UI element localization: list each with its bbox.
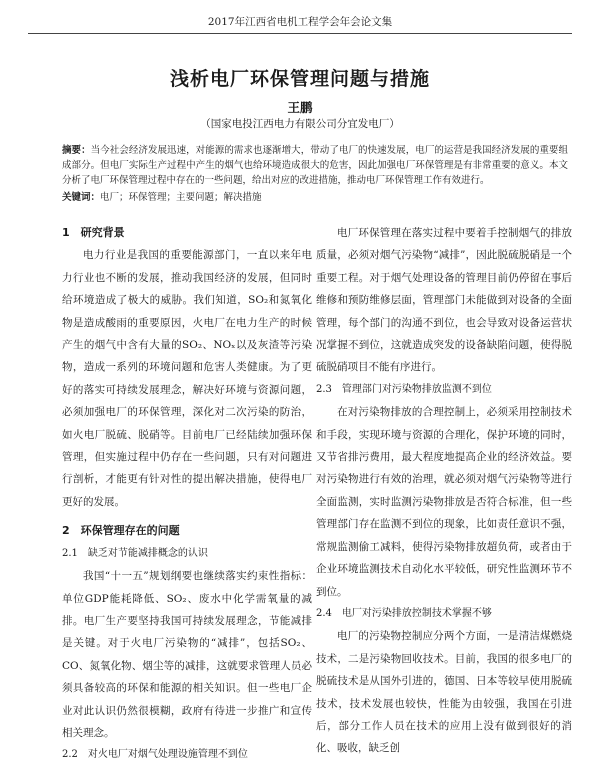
right-column [316, 222, 572, 760]
subsection-heading: 2.2 对火电厂对烟气处理设施管理不到位 [62, 749, 248, 761]
paragraph: 在对污染物排放的合理控制上，必须采用控制技术和手段，实现环境与资源的合理化，保护环境的同时，又节省排污费用，最大程度地提高企业的经济效益。要对污染物进行有效的治理，就必须对烟气污染物等进行全面监测，实时监测污染物排放是否符合标准，但一些管理部门存在监测不到位的现象，比如责任意识不强，常规监测偷工减料，使得污染物排放超负荷，或者由于企业环境监测技术自动化水平较低，研究性监测环节不到位。 [316, 406, 572, 598]
section-heading: 2 环保管理存在的问题 [62, 524, 180, 538]
paragraph: 电厂环保管理在落实过程中要着手控制烟气的排放质量，必须对烟气污染物“减排”，因此脱硫脱硝是一个重要工程。对于烟气处理设备的管理目前仍停留在事后维修和预防维修层面，管理部门未能做到对设备的全面管理，每个部门的沟通不到位，也会导致对设备运营状况掌握不到位，这就造成突发的设备缺陷问题，使得脱硫脱硝项目不能有序进行。 [316, 227, 572, 374]
abstract [62, 143, 568, 188]
section-heading: 1 研究背景 [62, 226, 125, 239]
paper-author: 王鹏 [287, 100, 313, 115]
paper-affiliation: （国家电投江西电力有限公司分宜发电厂） [200, 118, 400, 130]
running-header: 2017年江西省电机工程学会年会论文集 [207, 16, 393, 28]
subsection-heading: 2.1 缺乏对节能减排概念的认识 [62, 547, 208, 559]
keywords-text: 电厂；环保管理；主要问题；解决措施 [100, 192, 262, 203]
subsection-heading: 2.4 电厂对污染排放控制技术掌握不够 [316, 607, 492, 619]
abstract-label: 摘要： [62, 145, 91, 156]
abstract-text: 当今社会经济发展迅速，对能源的需求也逐渐增大，带动了电厂的快速发展，电厂的运营是我国经济发展的重要组成部分。但电厂实际生产过程中产生的烟气也给环境造成很大的危害，因此加强电厂环保管理是有非常重要的意义。本文分析了电厂环保管理过程中存在的一些问题，给出对应的改进措施，推动电厂环保管理工作有效进行。 [62, 145, 568, 186]
keywords-label: 关键词： [62, 192, 101, 203]
paragraph: 电力行业是我国的重要能源部门，一直以来年电力行业也不断的发展，推动我国经济的发展，但同时给环境造成了极大的威胁。我们知道，SO₂和氮氧化物是造成酸雨的重要原因，火电厂在电力生产的时候产生的烟气中含有大量的SO₂、NOₓ以及灰渣等污染物，造成一系列的环境问题和危害人类健康。为了更好的落实可持续发展理念，解决好环境与资源问题，必须加强电厂的环保管理，深化对二次污染的防治，如火电厂脱硫、脱硝等。目前电厂已经陆续加强环保管理，但实施过程中仍存在一些问题，只有对问题进行剖析，才能更有针对性的提出解决措施，使得电厂更好的发展。 [62, 249, 312, 508]
paragraph: 电厂的污染物控制应分两个方面，一是清洁煤燃烧技术，二是污染物回收技术。目前，我国的很多电厂的脱硫技术是从国外引进的，德国、日本等较早使用脱硫技术，技术发展也较快，性能为由较强，我国在引进后，部分工作人员在技术的应用上没有做到很好的消化、吸收，缺乏创 [316, 630, 572, 755]
left-column [62, 222, 312, 767]
paragraph: 我国“十一五”规划纲要也继续落实约束性指标：单位GDP能耗降低、SO₂、废水中化学需氧量的减排。电厂生产要坚持我国可持续发展理念，节能减排是关键。对于火电厂污染物的“减排”，包括SO₂、CO、氮氧化物、烟尘等的减排，这就要求管理人员必须具备较高的环保和能源的相关知识。但一些电厂企业对此认识仍然很模糊，政府有待进一步推广和宣传相关理念。 [62, 570, 312, 739]
keywords [62, 190, 568, 205]
paper-title: 浅析电厂环保管理问题与措施 [169, 68, 430, 90]
header-divider [28, 33, 572, 34]
subsection-heading: 2.3 管理部门对污染物排放监测不到位 [316, 383, 492, 395]
